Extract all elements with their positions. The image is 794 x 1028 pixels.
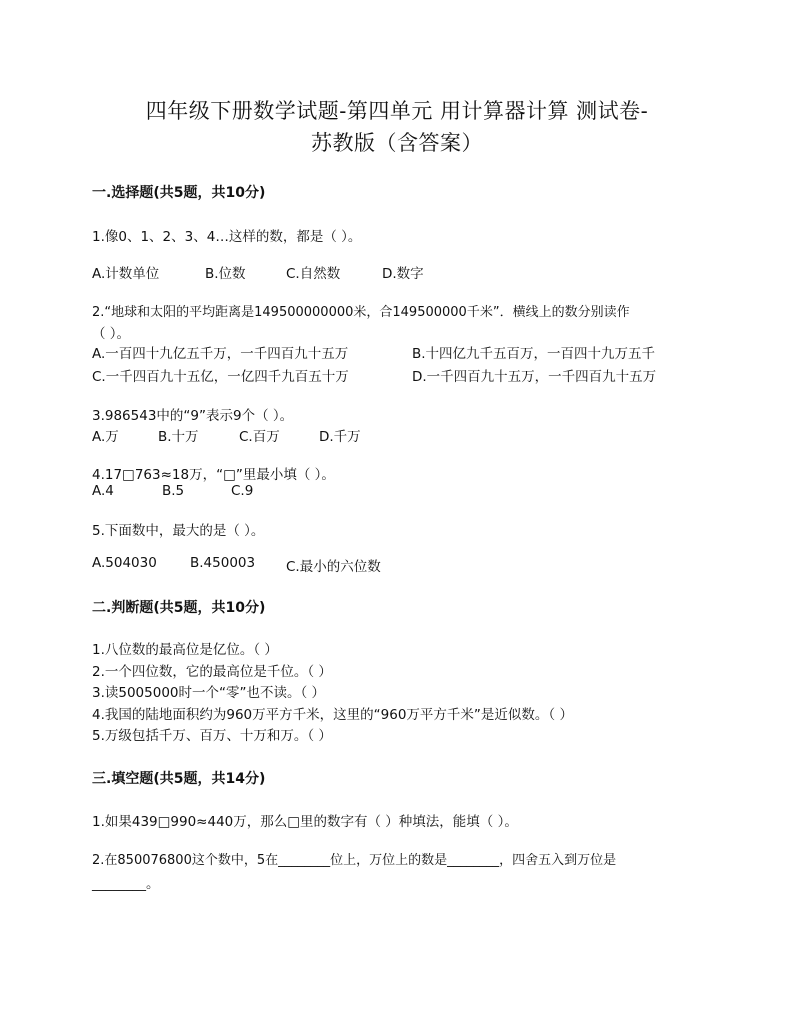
s1-q5-option-c: C.最小的六位数	[286, 559, 381, 575]
s1-q2-text-line1: 2.“地球和太阳的平均距离是149500000000米，合149500000千米”．横线上的数分别读作	[92, 305, 630, 320]
s3-q1-text: 1.如果439□990≈440万，那么□里的数字有（ ）种填法，能填（ ）。	[92, 814, 518, 830]
s3-q2-text-line2: ________。	[92, 876, 160, 892]
s1-q1-option-a: A.计数单位	[92, 266, 160, 282]
document-title-line1: 四年级下册数学试题-第四单元 用计算器计算 测试卷-	[145, 99, 649, 123]
s1-q4-text: 4.17□763≈18万，“□”里最小填（ ）。	[92, 467, 335, 483]
s1-q2-option-c: C.一千四百九十五亿，一亿四千九百五十万	[92, 369, 349, 385]
s1-q3-option-c: C.百万	[239, 429, 280, 445]
s1-q3-text: 3.986543中的“9”表示9个（ ）。	[92, 408, 294, 424]
s3-q2-text-line1: 2.在850076800这个数中，5在________位上，万位上的数是________，四舍五入到万位是	[92, 853, 617, 868]
section3-heading: 三.填空题(共5题，共14分)	[92, 771, 266, 787]
section1-heading: 一.选择题(共5题，共10分)	[92, 185, 266, 201]
s1-q4-option-c: C.9	[231, 483, 254, 499]
s2-item-5: 5.万级包括千万、百万、十万和万。（ ）	[92, 728, 332, 744]
s1-q4-option-b: B.5	[162, 483, 185, 499]
s1-q2-text-line2: （ ）。	[92, 326, 131, 342]
s2-item-1: 1.八位数的最高位是亿位。（ ）	[92, 642, 278, 658]
s1-q2-option-a: A.一百四十九亿五千万，一千四百九十五万	[92, 346, 349, 362]
s2-item-4: 4.我国的陆地面积约为960万平方千米，这里的“960万平方千米”是近似数。（ ）	[92, 707, 573, 723]
s1-q5-text: 5.下面数中，最大的是（ ）。	[92, 523, 265, 539]
s2-item-2: 2.一个四位数，它的最高位是千位。（ ）	[92, 664, 332, 680]
s1-q3-option-b: B.十万	[158, 429, 199, 445]
s1-q1-option-c: C.自然数	[286, 266, 341, 282]
s1-q1-option-d: D.数字	[382, 266, 424, 282]
s1-q3-option-d: D.千万	[319, 429, 361, 445]
s1-q5-option-a: A.504030	[92, 555, 157, 571]
s1-q1-option-b: B.位数	[205, 266, 246, 282]
s1-q3-option-a: A.万	[92, 429, 119, 445]
s1-q1-text: 1.像0、1、2、3、4…这样的数，都是（ ）。	[92, 229, 362, 245]
section2-heading: 二.判断题(共5题，共10分)	[92, 600, 266, 616]
s1-q5-option-b: B.450003	[190, 555, 256, 571]
s1-q2-option-b: B.十四亿九千五百万，一百四十九万五千	[412, 346, 656, 362]
s1-q2-option-d: D.一千四百九十五万，一千四百九十五万	[412, 369, 657, 385]
s2-item-3: 3.读5005000时一个“零”也不读。（ ）	[92, 685, 326, 701]
s1-q4-option-a: A.4	[92, 483, 114, 499]
document-title-line2: 苏教版（含答案）	[311, 131, 483, 155]
